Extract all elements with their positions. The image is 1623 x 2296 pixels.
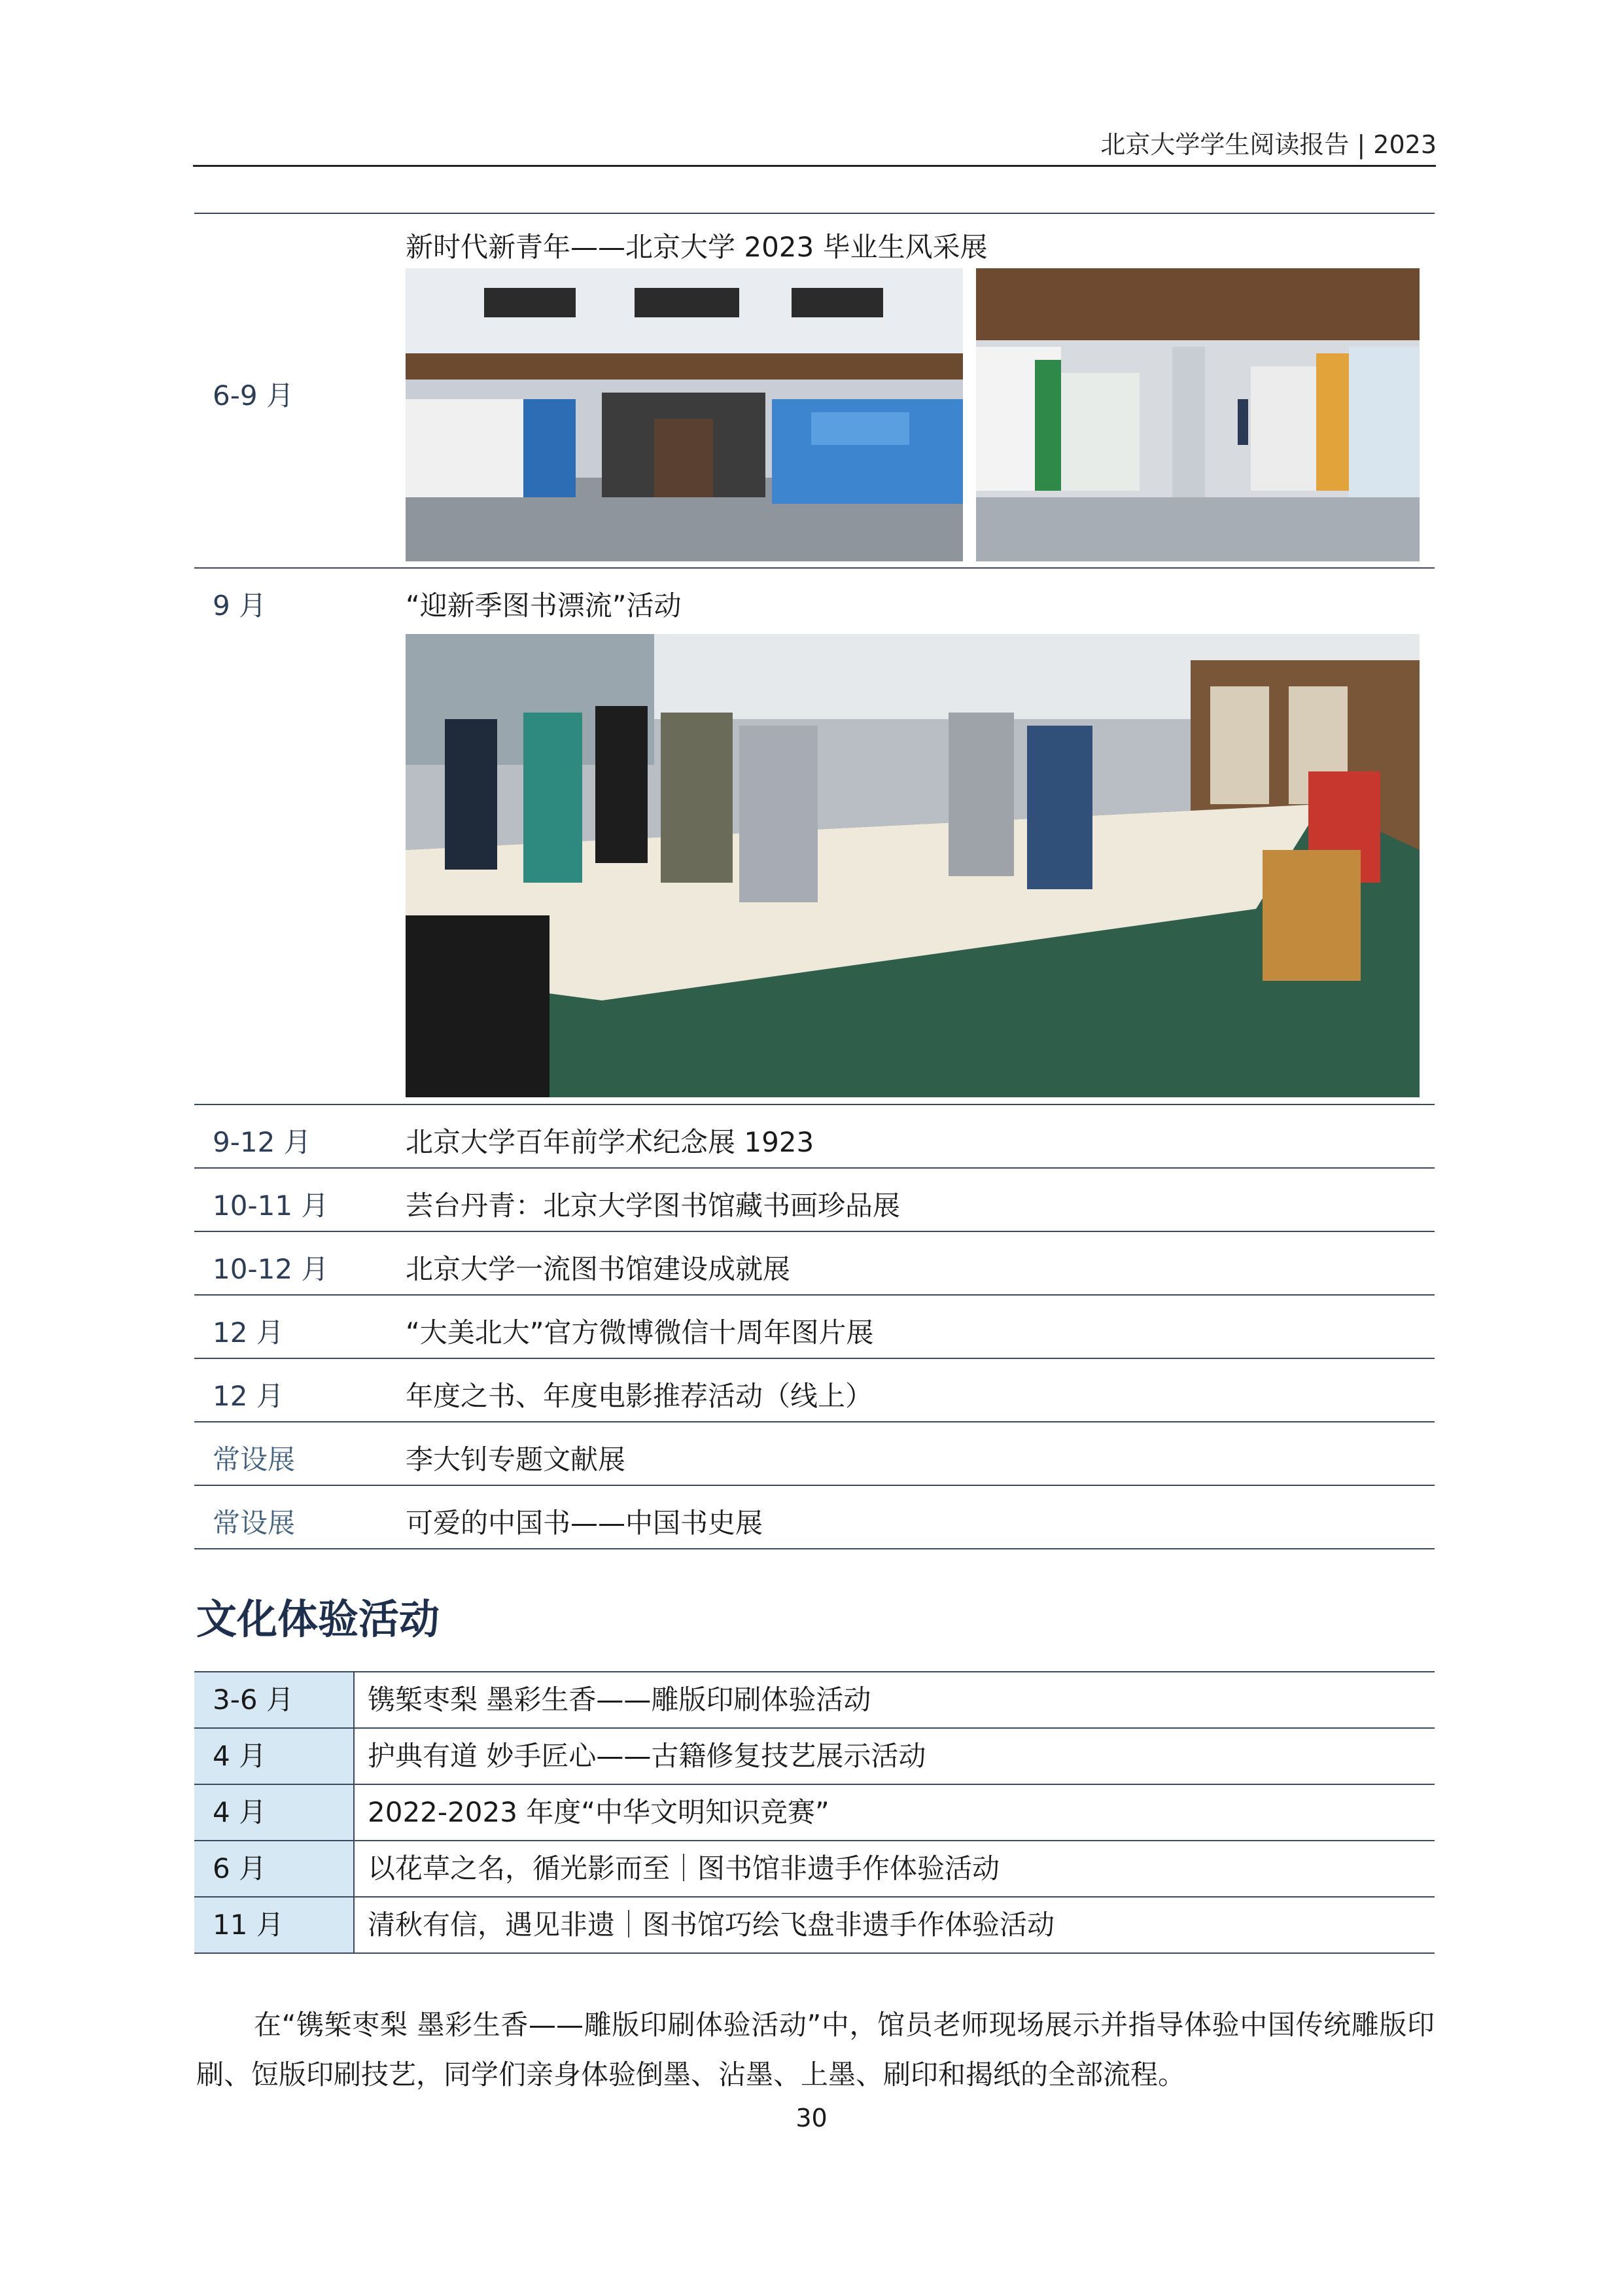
row-title: 北京大学一流图书馆建设成就展 <box>406 1253 791 1285</box>
row-month: 12 月 <box>213 1316 284 1349</box>
row-title: 以花草之名，循光影而至｜图书馆非遗手作体验活动 <box>368 1852 1000 1884</box>
exhibition-row <box>194 1231 1435 1294</box>
exhibition-row <box>194 1485 1435 1549</box>
exhibition-row <box>194 1421 1435 1485</box>
exhibition-table <box>194 213 1435 1549</box>
culture-row <box>194 1841 1435 1898</box>
row-title: 芸台丹青：北京大学图书馆藏书画珍品展 <box>406 1190 901 1222</box>
row-month: 6 月 <box>194 1841 355 1896</box>
body-paragraph: 在“镌椠枣梨 墨彩生香——雕版印刷体验活动”中，馆员老师现场展示并指导体验中国传统雕版印刷、饾版印刷技艺，同学们亲身体验倒墨、沾墨、上墨、刷印和揭纸的全部流程。 <box>196 2009 1435 2091</box>
row-month: 6-9 月 <box>213 380 294 412</box>
row-title: 清秋有信，遇见非遗｜图书馆巧绘飞盘非遗手作体验活动 <box>368 1909 1055 1941</box>
culture-row <box>194 1785 1435 1841</box>
exhibition-row-photo <box>194 567 1435 1104</box>
culture-row <box>194 1898 1435 1954</box>
culture-row <box>194 1672 1435 1729</box>
exhibition-row-photo <box>194 213 1435 567</box>
row-month: 9 月 <box>213 590 267 622</box>
section-heading: 文化体验活动 <box>196 1595 440 1643</box>
row-month: 11 月 <box>194 1898 355 1952</box>
row-title: “迎新季图书漂流”活动 <box>406 590 682 622</box>
row-month: 4 月 <box>194 1729 355 1784</box>
row-title: “大美北大”官方微博微信十周年图片展 <box>406 1316 874 1349</box>
exhibition-hall-photo <box>406 268 963 561</box>
row-title: 2022-2023 年度“中华文明知识竞赛” <box>368 1796 829 1828</box>
header-title: 北京大学学生阅读报告 | 2023 <box>1100 130 1437 159</box>
row-title: 可爱的中国书——中国书史展 <box>406 1507 763 1539</box>
culture-row <box>194 1729 1435 1785</box>
exhibition-row <box>194 1294 1435 1358</box>
row-title: 新时代新青年——北京大学 2023 毕业生风采展 <box>406 231 988 263</box>
exhibition-row <box>194 1358 1435 1421</box>
row-month: 常设展 <box>213 1507 296 1539</box>
row-month: 4 月 <box>194 1785 355 1840</box>
row-month: 3-6 月 <box>194 1672 355 1727</box>
header-rule <box>193 165 1436 167</box>
row-month: 10-11 月 <box>213 1190 329 1222</box>
row-month: 12 月 <box>213 1380 284 1412</box>
row-title: 镌椠枣梨 墨彩生香——雕版印刷体验活动 <box>368 1684 871 1716</box>
row-month: 常设展 <box>213 1443 296 1475</box>
row-month: 9-12 月 <box>213 1126 311 1158</box>
exhibition-row <box>194 1167 1435 1231</box>
row-title: 李大钊专题文献展 <box>406 1443 626 1475</box>
row-title: 北京大学百年前学术纪念展 1923 <box>406 1126 814 1158</box>
row-title: 护典有道 妙手匠心——古籍修复技艺展示活动 <box>368 1740 926 1772</box>
page-number: 30 <box>795 2104 828 2132</box>
row-title: 年度之书、年度电影推荐活动（线上） <box>406 1380 873 1412</box>
exhibition-corridor-photo <box>976 268 1420 561</box>
row-month: 10-12 月 <box>213 1253 329 1285</box>
book-drift-photo <box>406 634 1420 1097</box>
exhibition-row <box>194 1104 1435 1167</box>
culture-activity-table <box>194 1671 1435 1954</box>
